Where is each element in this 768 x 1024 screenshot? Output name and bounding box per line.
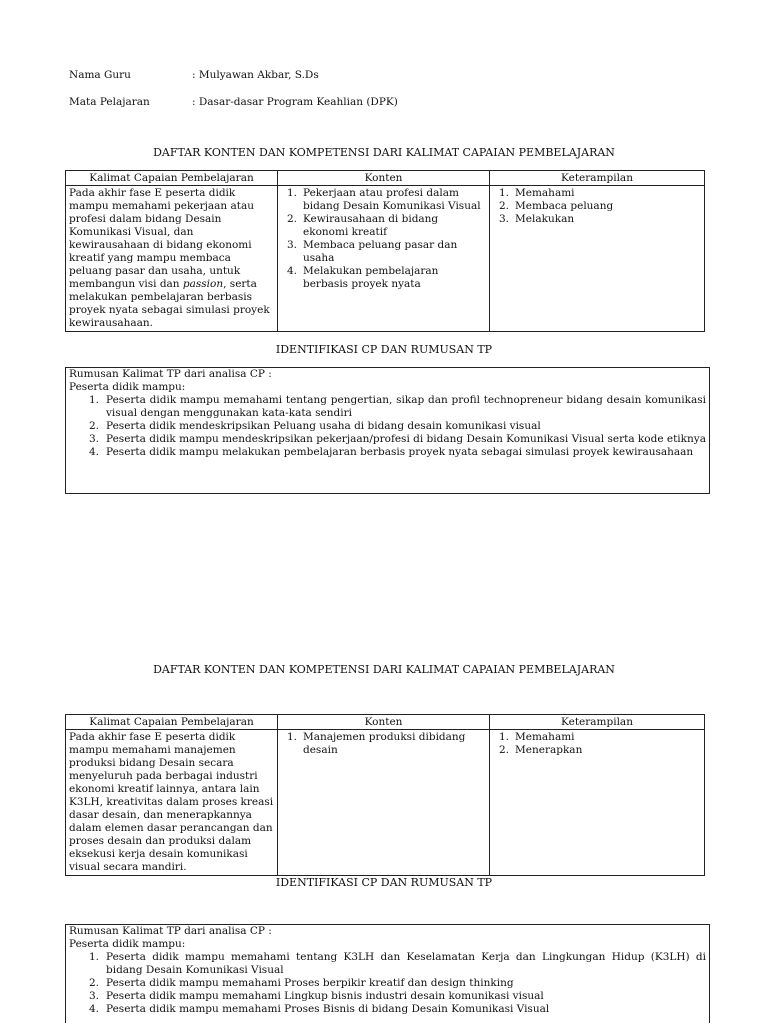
tp-list — [69, 394, 706, 459]
konten-cell — [278, 186, 490, 332]
tp-list — [69, 951, 706, 1016]
list-item: 3. Peserta didik mampu mendeskripsikan pekerjaan/profesi di bidang Desain Komunikasi Visual serta kode etiknya — [89, 433, 706, 445]
cp-cell: Pada akhir fase E peserta didik mampu memahami manajemen produksi bidang Desain secara menyeluruh pada berbagai industri ekonomi kreatif lainnya, antara lain K3LH, kreativitas dalam proses kreasi dasar desain, dan menerapkannya dalam elemen dasar perancangan dan proses desain dan produksi dalam eksekusi kerja desain komunikasi visual secara mandiri. — [66, 730, 278, 876]
list-item: 2. Membaca peluang — [499, 200, 614, 212]
keterampilan-cell — [490, 730, 705, 876]
table-row — [66, 186, 705, 332]
col-header-cp: Kalimat Capaian Pembelajaran — [66, 171, 278, 186]
list-item: 1. Peserta didik mampu memahami tentang pengertian, sikap dan profil technopreneur bidang desain komunikasi visual dengan menggunakan kata-kata sendiri — [89, 394, 706, 419]
list-item: 3. Peserta didik mampu memahami Lingkup bisnis industri desain komunikasi visual — [89, 990, 544, 1002]
section2-heading: IDENTIFIKASI CP DAN RUMUSAN TP — [275, 343, 493, 356]
list-item: 2. Peserta didik mampu memahami Proses berpikir kreatif dan design thinking — [89, 977, 514, 989]
section3-heading: DAFTAR KONTEN DAN KOMPETENSI DARI KALIMAT CAPAIAN PEMBELAJARAN — [153, 663, 615, 676]
list-item: 2. Peserta didik mendeskripsikan Peluang usaha di bidang desain komunikasi visual — [89, 420, 541, 432]
list-item: 4. Melakukan pembelajaran berbasis proyek nyata — [287, 265, 439, 290]
tp-intro: Rumusan Kalimat TP dari analisa CP : — [69, 925, 272, 937]
table-header-row — [66, 171, 705, 186]
cp-text-italic: passion — [182, 278, 224, 290]
section4-heading: IDENTIFIKASI CP DAN RUMUSAN TP — [275, 876, 493, 889]
subject-label: Mata Pelajaran — [69, 96, 150, 108]
keterampilan-list — [493, 187, 701, 226]
list-item: 3. Melakukan — [499, 213, 575, 225]
section1-heading: DAFTAR KONTEN DAN KOMPETENSI DARI KALIMAT CAPAIAN PEMBELAJARAN — [153, 146, 615, 159]
konten-list — [281, 731, 486, 757]
cp-text-after: , serta melakukan pembelajaran berbasis proyek nyata sebagai simulasi proyek kewirausahaan. — [69, 278, 270, 329]
content-competency-table-2 — [65, 714, 705, 876]
teacher-label: Nama Guru — [69, 69, 131, 81]
content-competency-table-1 — [65, 170, 705, 332]
list-item: 2. Kewirausahaan di bidang ekonomi kreatif — [287, 213, 439, 238]
tp-box-2 — [65, 924, 710, 1023]
col-header-konten: Konten — [278, 171, 490, 186]
table-row — [66, 730, 705, 876]
table-header-row — [66, 715, 705, 730]
list-item: 1. Peserta didik mampu memahami tentang K3LH dan Keselamatan Kerja dan Lingkungan Hidup (K3LH) di bidang Desain Komunikasi Visual — [89, 951, 706, 976]
tp-intro-sub: Peserta didik mampu: — [69, 381, 186, 393]
list-item: 1. Manajemen produksi dibidang desain — [287, 731, 466, 756]
list-item: 1. Memahami — [499, 187, 575, 199]
list-item: 1. Pekerjaan atau profesi dalam bidang Desain Komunikasi Visual — [287, 187, 481, 212]
list-item: 2. Menerapkan — [499, 744, 583, 756]
konten-list — [281, 187, 486, 291]
col-header-keterampilan: Keterampilan — [490, 171, 705, 186]
tp-intro-sub: Peserta didik mampu: — [69, 938, 186, 950]
list-item: 1. Memahami — [499, 731, 575, 743]
konten-cell — [278, 730, 490, 876]
list-item: 4. Peserta didik mampu memahami Proses Bisnis di bidang Desain Komunikasi Visual — [89, 1003, 550, 1015]
col-header-konten: Konten — [278, 715, 490, 730]
tp-intro: Rumusan Kalimat TP dari analisa CP : — [69, 368, 272, 380]
subject-value: : Dasar-dasar Program Keahlian (DPK) — [192, 96, 398, 108]
col-header-cp: Kalimat Capaian Pembelajaran — [66, 715, 278, 730]
tp-box-1 — [65, 367, 710, 494]
cp-text-before: Pada akhir fase E peserta didik mampu memahami pekerjaan atau profesi dalam bidang Desain Komunikasi Visual, dan kewirausahaan di bidang ekonomi kreatif yang mampu membaca peluang pasar dan usaha, untuk membangun visi dan — [69, 187, 254, 290]
keterampilan-cell — [490, 186, 705, 332]
list-item: 4. Peserta didik mampu melakukan pembelajaran berbasis proyek nyata sebagai simulasi proyek kewirausahaan — [89, 446, 694, 458]
list-item: 3. Membaca peluang pasar dan usaha — [287, 239, 458, 264]
cp-cell — [66, 186, 278, 332]
keterampilan-list — [493, 731, 701, 757]
teacher-value: : Mulyawan Akbar, S.Ds — [192, 69, 319, 81]
col-header-keterampilan: Keterampilan — [490, 715, 705, 730]
